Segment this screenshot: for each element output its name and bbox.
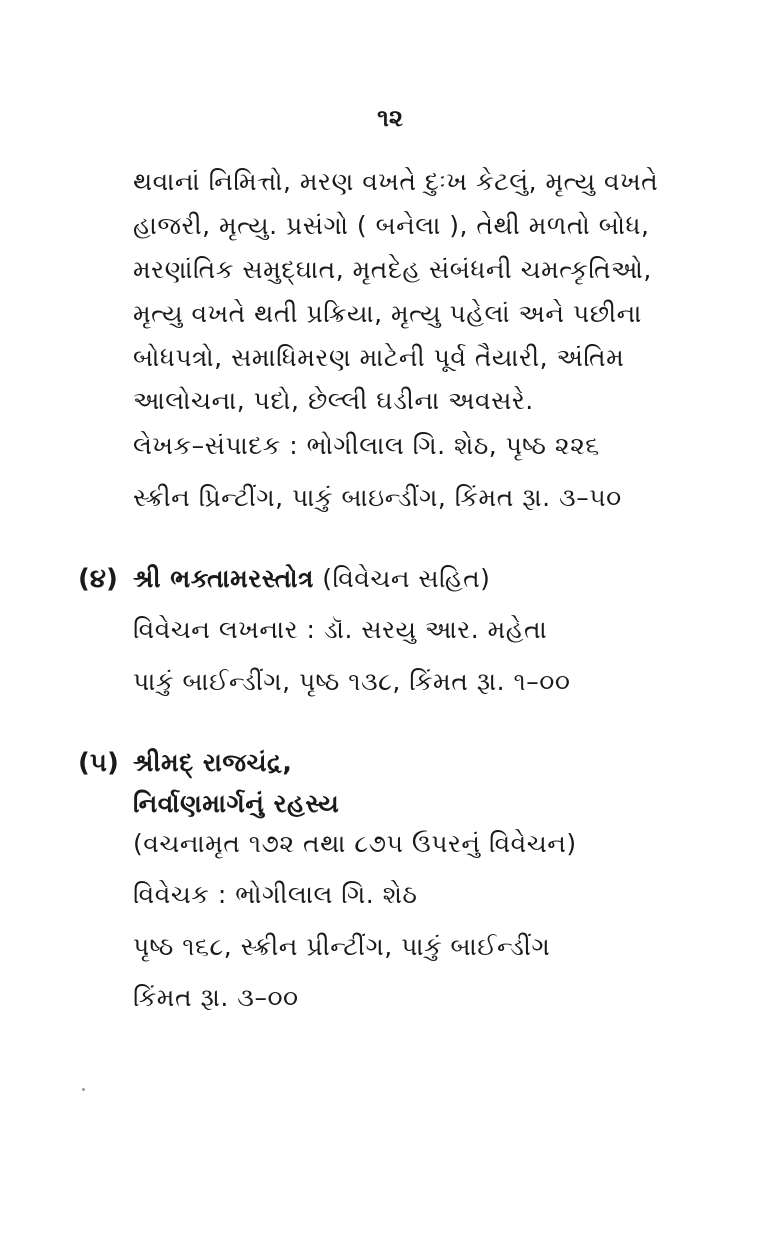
entry-4-details: પાકું બાઈન્ડીંગ, પૃષ્ઠ ૧૩૮, કિંમત રૂા. ૧–૦૦ (133, 667, 571, 696)
entry-4-title (133, 561, 490, 597)
entry-5-number: (૫) (78, 748, 119, 778)
entry-5-price: કિંમત રૂા. ૩–૦૦ (133, 983, 299, 1012)
entry-4-title-main: શ્રી ભક્તામરસ્તોત્ર (133, 564, 314, 593)
continuation-line-5: બોધપત્રો, સમાધિમરણ માટેની પૂર્વ તૈયારી, અંતિમ (133, 343, 625, 372)
author-editor-line: લેખક–સંપાદક : ભોગીલાલ ગિ. શેઠ, પૃષ્ઠ ૨૨૬ (133, 431, 600, 460)
page-number: ૧૨ (377, 104, 403, 132)
entry-5-details: પૃષ્ઠ ૧૬૮, સ્ક્રીન પ્રીન્ટીંગ, પાકું બાઈન્ડીંગ (133, 932, 551, 961)
speck-mark (82, 1088, 85, 1091)
entry-5-title-line-2: નિર્વાણમાર્ગનું રહસ્ય (133, 789, 340, 818)
continuation-line-4: મૃત્યુ વખતે થતી પ્રક્રિયા, મૃત્યુ પહેલાં અને પછીના (133, 299, 642, 328)
print-price-line: સ્ક્રીન પ્રિન્ટીંગ, પાકું બાઇન્ડીંગ, કિંમત રૂા. ૩–૫૦ (133, 483, 622, 512)
entry-5-subtitle: (વચનામૃત ૧૭૨ તથા ૮૭૫ ઉપરનું વિવેચન) (133, 829, 577, 858)
continuation-line-6: આલોચના, પદો, છેલ્લી ઘડીના અવસરે. (133, 386, 534, 415)
entry-4-number: (૪) (78, 564, 118, 594)
continuation-line-2: હાજરી, મૃત્યુ. પ્રસંગો ( બનેલા ), તેથી મળતો બોધ, (133, 211, 650, 240)
entry-4-title-note: (વિવેચન સહિત) (313, 564, 491, 593)
entry-5-commentator: વિવેચક : ભોગીલાલ ગિ. શેઠ (133, 880, 418, 909)
entry-5-title-line-1: શ્રીમદ્ રાજચંદ્ર, (133, 748, 293, 777)
continuation-line-1: થવાનાં નિમિત્તો, મરણ વખતે દુઃખ કેટલું, મૃત્યુ વખતે (133, 167, 659, 196)
continuation-line-3: મરણાંતિક સમુદ્‌ઘાત, મૃતદેહ સંબંધની ચમત્કૃતિઓ, (133, 255, 652, 284)
entry-4-commentator: વિવેચન લખનાર : ડૉ. સરયુ આર. મહેતા (133, 615, 548, 644)
